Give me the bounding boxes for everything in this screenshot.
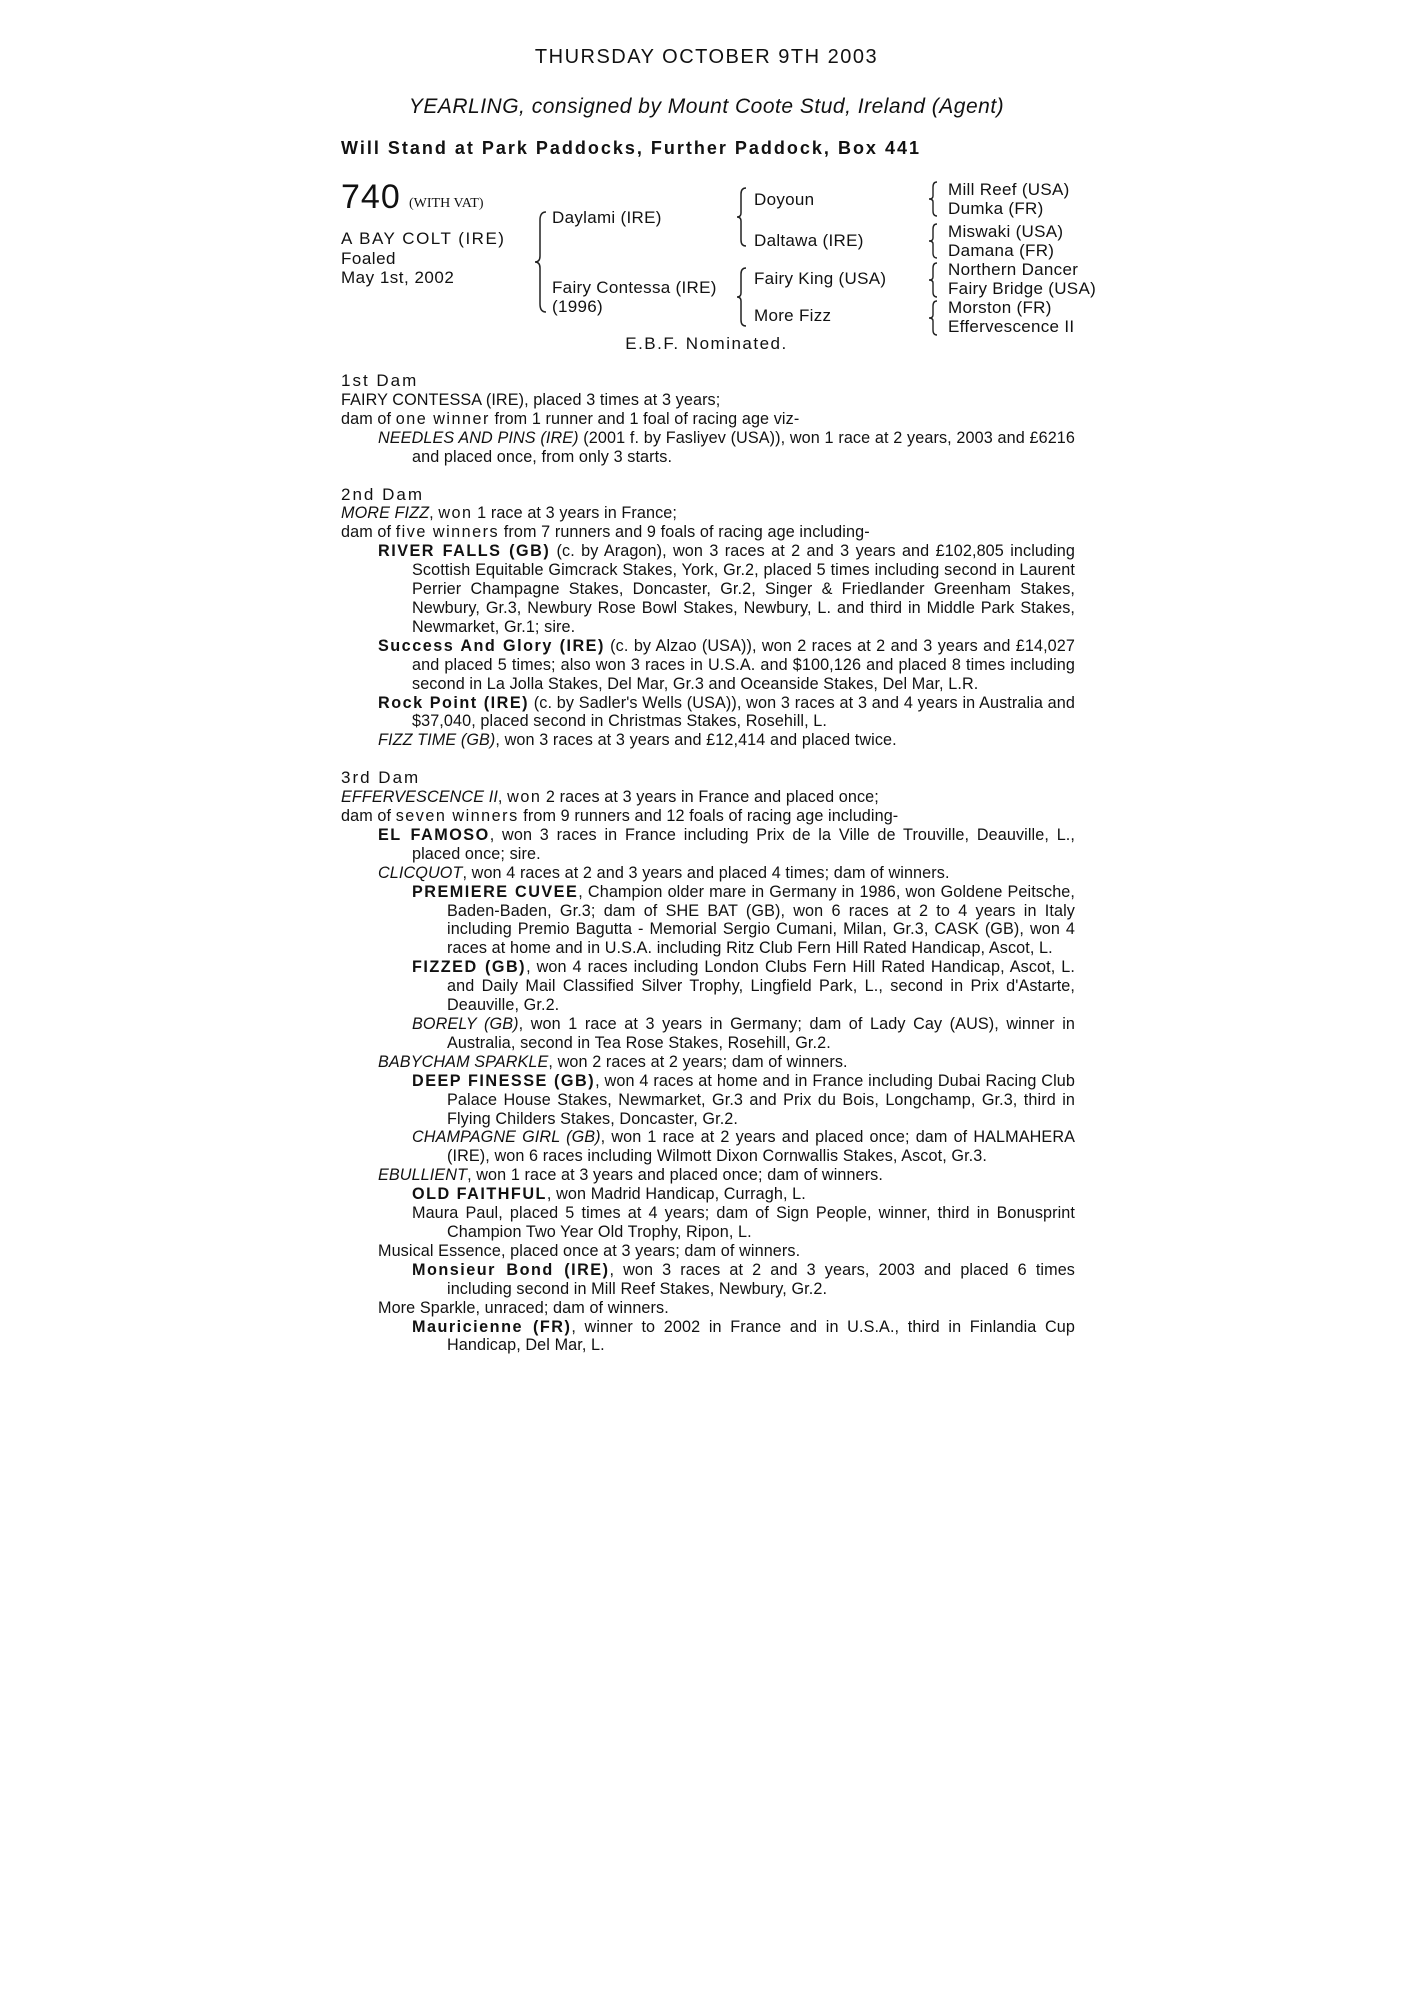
first-dam-produce-summary: dam of one winner from 1 runner and 1 foal of racing age viz- [341, 409, 800, 428]
lot-description: A BAY COLT (IRE) [341, 229, 506, 248]
produce-entry: EL FAMOSO, won 3 races in France including Prix de la Ville de Trouville, Deauville, L., placed once; sire. [378, 825, 1076, 863]
pedigree-brace-main [534, 210, 548, 314]
consignor-line: YEARLING, consigned by Mount Coote Stud, Ireland (Agent) [408, 95, 1005, 118]
lot-number: 740 [341, 178, 401, 216]
pedigree-dam [552, 278, 717, 316]
pedigree-brace-g1 [928, 180, 938, 218]
third-dam-heading: 3rd Dam [341, 768, 421, 788]
produce-sub-entry: CHAMPAGNE GIRL (GB), won 1 race at 2 years and placed once; dam of HALMAHERA (IRE), won 6 races including Wilmott Dixon Cornwallis Stakes, Ascot, Gr.3. [412, 1128, 1076, 1166]
vat-note: (WITH VAT) [409, 196, 484, 211]
pedigree-dam-sire: Fairy King (USA) [754, 269, 887, 288]
produce-sub-entry: BORELY (GB), won 1 race at 3 years in Germany; dam of Lady Cay (AUS), winner in Australia, second in Tea Rose Stakes, Rosehill, Gr.2. [412, 1015, 1075, 1052]
produce-entry: Success And Glory (IRE) (c. by Alzao (USA)), won 2 races at 2 and 3 years and £14,027 and placed 5 times; also won 3 races in U.S.A. and $100,126 and placed 8 times including second in La Jolla Stakes, Del Mar, Gr.3 and Oceanside Stakes, Del Mar, L.R. [378, 636, 1075, 693]
produce-sub-entry: Maura Paul, placed 5 times at 4 years; dam of Sign People, winner, third in Bonusprint Champion Two Year Old Trophy, Ripon, L. [412, 1204, 1075, 1241]
pedigree-sire-sire: Doyoun [754, 190, 815, 209]
first-dam-heading: 1st Dam [341, 371, 419, 390]
pedigree-g1: Mill Reef (USA) [948, 180, 1070, 199]
pedigree-g4: Damana (FR) [948, 241, 1055, 260]
produce-sub-entry: FIZZED (GB), won 4 races including London Clubs Fern Hill Rated Handicap, Ascot, L. and Daily Mail Classified Silver Trophy, Lingfield Park, L., second in Prix d'Astarte, Deauville, Gr.2. [412, 958, 1075, 1015]
pedigree-g7: Morston (FR) [948, 298, 1052, 317]
pedigree-brace-g4 [928, 299, 938, 337]
pedigree-g6: Fairy Bridge (USA) [948, 279, 1097, 298]
first-dam-line: FAIRY CONTESSA (IRE), placed 3 times at 3 years; [341, 390, 721, 409]
produce-entry: EBULLIENT, won 1 race at 3 years and placed once; dam of winners. [378, 1166, 883, 1185]
produce-entry: Rock Point (IRE) (c. by Sadler's Wells (USA)), won 3 races at 3 and 4 years in Australia and $37,040, placed second in Christmas Stakes, Rosehill, L. [378, 693, 1075, 731]
produce-record [341, 372, 1075, 1355]
second-dam-produce-summary: dam of five winners from 7 runners and 9 foals of racing age including- [341, 523, 870, 542]
foaled-date: May 1st, 2002 [341, 268, 455, 287]
pedigree-g5: Northern Dancer [948, 260, 1079, 279]
pedigree-brace-g2 [928, 222, 938, 260]
pedigree-g3: Miswaki (USA) [948, 222, 1064, 241]
pedigree-brace-dam [736, 266, 748, 328]
pedigree-brace-g3 [928, 261, 938, 299]
produce-entry: RIVER FALLS (GB) (c. by Aragon), won 3 races at 2 and 3 years and £102,805 including Scottish Equitable Gimcrack Stakes, York, Gr.2, placed 5 times including second in Laurent Perrier Champagne Stakes, Doncaster, Gr.2, Singer & Friedlander Greenham Stakes, Newbury, Gr.3, Newbury Rose Bowl Stakes, Newbury, L. and third in Middle Park Stakes, Newmarket, Gr.1; sire. [378, 542, 1075, 636]
pedigree-sire-dam: Daltawa (IRE) [754, 231, 864, 250]
produce-sub-entry: Mauricienne (FR), winner to 2002 in France and in U.S.A., third in Finlandia Cup Handicap, Del Mar, L. [412, 1317, 1076, 1355]
pedigree-brace-sire [736, 186, 748, 248]
produce-sub-entry: OLD FAITHFUL, won Madrid Handicap, Curragh, L. [412, 1185, 806, 1204]
foaled-label: Foaled [341, 249, 396, 268]
pedigree-dam-name: Fairy Contessa (IRE) [552, 278, 717, 297]
third-dam-produce-summary: dam of seven winners from 9 runners and 12 foals of racing age including- [341, 807, 899, 826]
third-dam-line: EFFERVESCENCE II, won 2 races at 3 years in France and placed once; [341, 788, 879, 807]
second-dam-line: MORE FIZZ, won 1 race at 3 years in France; [341, 504, 677, 523]
stand-location: Will Stand at Park Paddocks, Further Paddock, Box 441 [341, 138, 921, 158]
produce-sub-entry: DEEP FINESSE (GB), won 4 races at home and in France including Dubai Racing Club Palace House Stakes, Newmarket, Gr.3 and Prix du Bois, Longchamp, Gr.3, third in Flying Childers Stakes, Doncaster, Gr.2. [412, 1071, 1075, 1128]
sale-date: THURSDAY OCTOBER 9TH 2003 [534, 46, 879, 68]
foaled-info [341, 249, 454, 287]
produce-entry: More Sparkle, unraced; dam of winners. [378, 1298, 669, 1317]
produce-entry: FIZZ TIME (GB), won 3 races at 3 years and £12,414 and placed twice. [378, 731, 897, 750]
produce-entry: CLICQUOT, won 4 races at 2 and 3 years and placed 4 times; dam of winners. [378, 863, 950, 882]
pedigree-dam-year: (1996) [552, 297, 603, 316]
pedigree-dam-dam: More Fizz [754, 306, 832, 325]
produce-entry: BABYCHAM SPARKLE, won 2 races at 2 years; dam of winners. [378, 1052, 848, 1071]
produce-sub-entry: PREMIERE CUVEE, Champion older mare in Germany in 1986, won Goldene Peitsche, Baden-Baden, Gr.3; dam of SHE BAT (GB), won 6 races at 2 to 4 years in Italy including Premio Bagutta - Memorial Sergio Cumani, Milan, Gr.3, CASK (GB), won 4 races at home and in U.S.A. including Ritz Club Fern Hill Rated Handicap, Ascot, L. [412, 882, 1075, 958]
produce-sub-entry: Monsieur Bond (IRE), won 3 races at 2 and 3 years, 2003 and placed 6 times including second in Mill Reef Stakes, Newbury, Gr.2. [412, 1260, 1075, 1298]
pedigree-g2: Dumka (FR) [948, 199, 1044, 218]
pedigree-g8: Effervescence II [948, 317, 1075, 336]
produce-entry: NEEDLES AND PINS (IRE) (2001 f. by Fasliyev (USA)), won 1 race at 2 years, 2003 and £6216 and placed once, from only 3 starts. [378, 428, 1075, 466]
produce-entry: Musical Essence, placed once at 3 years; dam of winners. [378, 1241, 801, 1260]
pedigree-sire: Daylami (IRE) [552, 208, 662, 227]
ebf-nominated: E.B.F. Nominated. [625, 334, 788, 353]
second-dam-heading: 2nd Dam [341, 484, 424, 504]
